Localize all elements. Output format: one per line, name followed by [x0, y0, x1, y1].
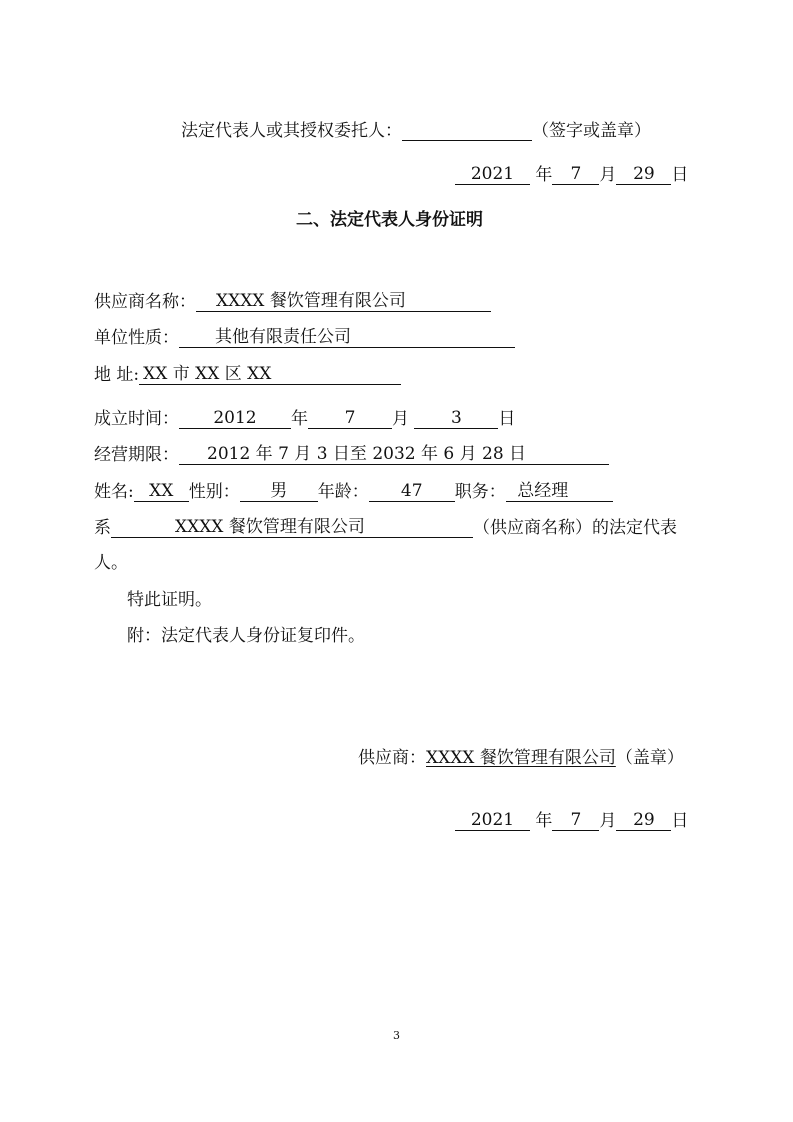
name-field[interactable]: XX	[134, 481, 189, 502]
date-bottom-year-unit: 年	[535, 811, 553, 831]
supplier-name-field[interactable]	[196, 291, 491, 312]
title-field[interactable]	[506, 481, 613, 502]
title-value: 总经理	[517, 481, 569, 501]
statement-company-field[interactable]	[111, 517, 473, 538]
date-top-year[interactable]: 2021	[455, 164, 530, 185]
operating-period-field[interactable]	[179, 444, 609, 465]
entity-type-row	[94, 327, 515, 348]
age-field[interactable]: 47	[369, 481, 455, 502]
date-top	[455, 164, 688, 185]
attachment-text: 附：法定代表人身份证复印件。	[127, 626, 365, 646]
supplier-sign-company: XXXX 餐饮管理有限公司	[426, 748, 616, 768]
statement-company: XXXX 餐饮管理有限公司	[175, 517, 365, 537]
section-title: 二、法定代表人身份证明	[296, 210, 483, 230]
signature-field[interactable]	[402, 120, 532, 141]
signature-line	[181, 120, 651, 141]
gender-field[interactable]: 男	[240, 481, 318, 502]
established-year-unit: 年	[291, 409, 308, 429]
statement-suffix: （供应商名称）的法定代表	[473, 518, 677, 538]
date-bottom	[455, 810, 688, 831]
supplier-sign-row	[358, 748, 684, 768]
date-top-year-unit: 年	[535, 165, 553, 185]
established-month[interactable]: 7	[308, 408, 392, 429]
signature-suffix: （签字或盖章）	[532, 121, 651, 141]
address-value: XX 市 XX 区 XX	[143, 364, 272, 384]
entity-type-value: 其他有限责任公司	[215, 327, 351, 347]
date-top-month-unit: 月	[599, 165, 617, 185]
established-year[interactable]: 2012	[179, 408, 291, 429]
date-bottom-month[interactable]: 7	[552, 810, 599, 831]
address-field[interactable]	[139, 364, 401, 385]
date-bottom-day[interactable]: 29	[616, 810, 671, 831]
page-number: 3	[393, 1029, 400, 1042]
date-top-day[interactable]: 29	[616, 164, 671, 185]
name-label: 姓名:	[94, 482, 134, 502]
date-top-month[interactable]: 7	[552, 164, 599, 185]
supplier-sign-suffix: （盖章）	[615, 748, 684, 768]
age-label: 年龄：	[317, 482, 369, 502]
established-row	[94, 408, 515, 429]
statement-row	[94, 517, 677, 538]
supplier-sign-label: 供应商：	[358, 748, 426, 768]
date-bottom-day-unit: 日	[671, 811, 689, 831]
established-month-unit: 月	[392, 409, 409, 429]
operating-period-label: 经营期限：	[94, 445, 179, 465]
address-row	[94, 364, 401, 385]
supplier-name-label: 供应商名称：	[94, 292, 196, 312]
statement-prefix: 系	[94, 518, 111, 538]
certify-text: 特此证明。	[127, 590, 212, 610]
operating-period-value: 2012 年 7 月 3 日至 2032 年 6 月 28 日	[207, 444, 527, 464]
address-label: 地 址:	[94, 365, 140, 385]
title-label: 职务：	[454, 482, 506, 502]
person-row	[94, 481, 613, 502]
supplier-name-row	[94, 291, 491, 312]
signature-label: 法定代表人或其授权委托人：	[181, 121, 402, 141]
date-bottom-month-unit: 月	[599, 811, 617, 831]
established-label: 成立时间：	[94, 409, 179, 429]
operating-period-row	[94, 444, 609, 465]
entity-type-label: 单位性质：	[94, 328, 179, 348]
date-top-day-unit: 日	[671, 165, 689, 185]
statement-continuation: 人。	[94, 553, 128, 573]
supplier-name-value: XXXX 餐饮管理有限公司	[216, 291, 406, 311]
established-day[interactable]: 3	[414, 408, 498, 429]
gender-label: 性别：	[188, 482, 240, 502]
established-day-unit: 日	[498, 409, 516, 429]
date-bottom-year[interactable]: 2021	[455, 810, 530, 831]
entity-type-field[interactable]	[179, 327, 515, 348]
